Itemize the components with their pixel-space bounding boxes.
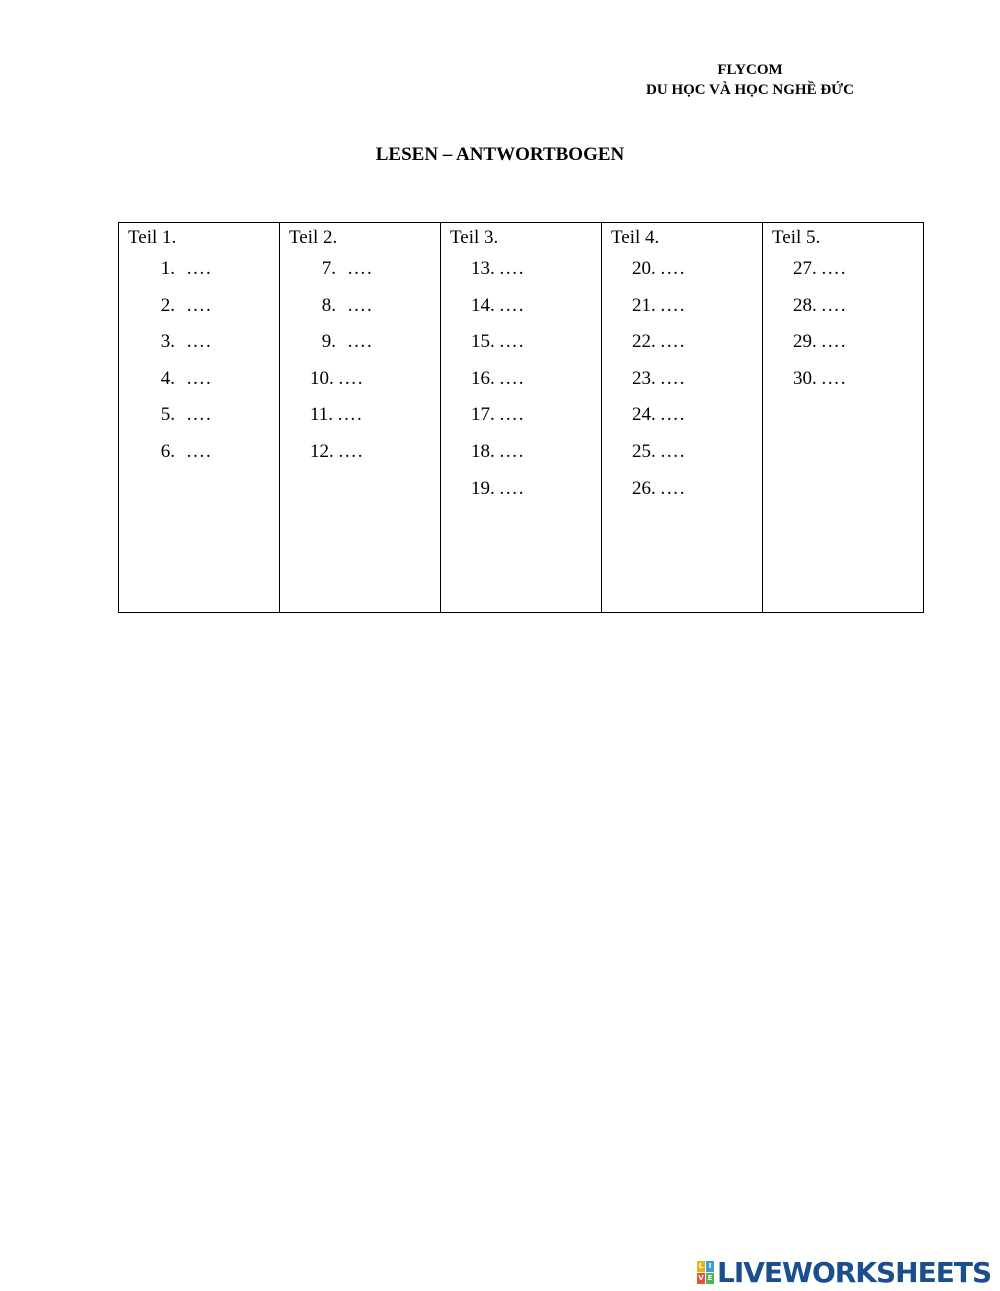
answer-number: 27. [793, 258, 817, 279]
answer-blank[interactable]: …. [347, 258, 373, 279]
answer-number: 2. [160, 294, 175, 316]
answer-item [128, 328, 279, 365]
answer-number: 1. [160, 258, 175, 279]
answer-item [289, 328, 440, 365]
answer-blank[interactable]: …. [347, 331, 373, 353]
answer-item [128, 365, 279, 402]
answer-item [611, 328, 762, 365]
answer-list [611, 255, 762, 511]
answer-item [772, 292, 923, 329]
teil-label: Teil 3. [450, 227, 499, 248]
teil-column-5 [763, 223, 923, 612]
answer-item [128, 255, 279, 292]
answer-item [611, 255, 762, 292]
answer-blank[interactable]: …. [498, 440, 525, 462]
answer-number: 29. [793, 331, 817, 353]
answer-item [450, 438, 601, 475]
answer-blank[interactable]: …. [820, 331, 847, 353]
teil-label: Teil 2. [289, 227, 338, 248]
answer-number: 4. [160, 367, 175, 389]
answer-blank[interactable]: …. [498, 331, 525, 353]
page-title: LESEN – ANTWORTBOGEN [375, 144, 625, 165]
answer-number: 7. [321, 258, 336, 279]
answer-item [611, 401, 762, 438]
answer-blank[interactable]: …. [186, 294, 212, 316]
answer-item [611, 475, 762, 512]
company-subtitle: DU HỌC VÀ HỌC NGHỀ ĐỨC [646, 82, 854, 98]
logo-tile: L [698, 1262, 704, 1270]
answer-list [289, 255, 440, 475]
logo-tile: E [707, 1274, 713, 1282]
answer-number: 19. [471, 477, 495, 499]
answer-item [450, 401, 601, 438]
answer-list [772, 255, 923, 401]
answer-blank[interactable]: …. [186, 404, 212, 426]
answer-blank[interactable]: …. [186, 331, 212, 353]
answer-blank[interactable]: …. [659, 331, 686, 353]
answer-number: 8. [321, 294, 336, 316]
answer-item [611, 365, 762, 402]
answer-number: 18. [471, 440, 495, 462]
answer-item [289, 401, 440, 438]
answer-number: 26. [632, 477, 656, 499]
answer-blank[interactable]: …. [498, 294, 525, 316]
answer-blank[interactable]: …. [659, 294, 686, 316]
answer-item [611, 292, 762, 329]
answer-list [450, 255, 601, 511]
answer-blank[interactable]: …. [186, 440, 212, 462]
answer-item [289, 365, 440, 402]
answer-item [289, 438, 440, 475]
liveworksheets-mark-icon [697, 1261, 714, 1284]
answer-item [450, 255, 601, 292]
answer-number: 3. [160, 331, 175, 353]
answer-blank[interactable]: …. [820, 367, 847, 389]
answer-number: 11. [310, 404, 334, 426]
logo-tile: V [698, 1274, 704, 1282]
company-name: FLYCOM [717, 62, 783, 78]
answer-blank[interactable]: …. [659, 367, 686, 389]
answer-number: 5. [160, 404, 175, 426]
answer-number: 21. [632, 294, 656, 316]
answer-blank[interactable]: …. [337, 367, 364, 389]
answer-item [450, 328, 601, 365]
answer-number: 22. [632, 331, 656, 353]
answer-blank[interactable]: …. [498, 258, 525, 279]
liveworksheets-wordmark: LIVEWORKSHEETS [717, 1256, 992, 1289]
answer-blank[interactable]: …. [820, 258, 847, 279]
answer-list [128, 255, 279, 475]
answer-blank[interactable]: …. [337, 404, 363, 426]
answer-number: 14. [471, 294, 495, 316]
liveworksheets-logo [697, 1256, 991, 1289]
answer-number: 24. [632, 404, 656, 426]
answer-number: 15. [471, 331, 495, 353]
answer-item [289, 292, 440, 329]
answer-item [772, 365, 923, 402]
answer-blank[interactable]: …. [659, 258, 686, 279]
answer-item [772, 255, 923, 292]
answer-blank[interactable]: …. [498, 477, 525, 499]
answer-number: 16. [471, 367, 495, 389]
answer-number: 20. [632, 258, 656, 279]
teil-label: Teil 4. [611, 227, 660, 248]
answer-item [772, 328, 923, 365]
teil-label: Teil 1. [128, 227, 177, 248]
answer-blank[interactable]: …. [820, 294, 847, 316]
answer-number: 17. [471, 404, 495, 426]
answer-blank[interactable]: …. [498, 367, 525, 389]
teil-label: Teil 5. [772, 227, 821, 248]
answer-blank[interactable]: …. [337, 440, 364, 462]
answer-number: 13. [471, 258, 495, 279]
answer-number: 9. [321, 331, 336, 353]
answer-item [128, 401, 279, 438]
answer-number: 12. [310, 440, 334, 462]
answer-blank[interactable]: …. [659, 440, 686, 462]
answer-number: 28. [793, 294, 817, 316]
answer-item [289, 255, 440, 292]
answer-item [450, 292, 601, 329]
answer-item [128, 292, 279, 329]
teil-column-3 [441, 223, 602, 612]
teil-column-4 [602, 223, 763, 612]
answer-item [450, 475, 601, 512]
teil-column-2 [280, 223, 441, 612]
answer-item [128, 438, 279, 475]
answer-blank[interactable]: …. [347, 294, 373, 316]
answer-blank[interactable]: …. [498, 404, 525, 426]
answer-number: 25. [632, 440, 656, 462]
answer-item [450, 365, 601, 402]
document-header [560, 60, 940, 100]
answer-blank[interactable]: …. [186, 258, 212, 279]
answer-table [118, 222, 924, 613]
answer-blank[interactable]: …. [186, 367, 212, 389]
answer-number: 10. [310, 367, 334, 389]
answer-item [611, 438, 762, 475]
logo-tile: I [706, 1261, 714, 1272]
answer-number: 23. [632, 367, 656, 389]
answer-blank[interactable]: …. [659, 404, 686, 426]
answer-number: 6. [160, 440, 175, 462]
answer-number: 30. [793, 367, 817, 389]
teil-column-1 [119, 223, 280, 612]
answer-blank[interactable]: …. [659, 477, 686, 499]
